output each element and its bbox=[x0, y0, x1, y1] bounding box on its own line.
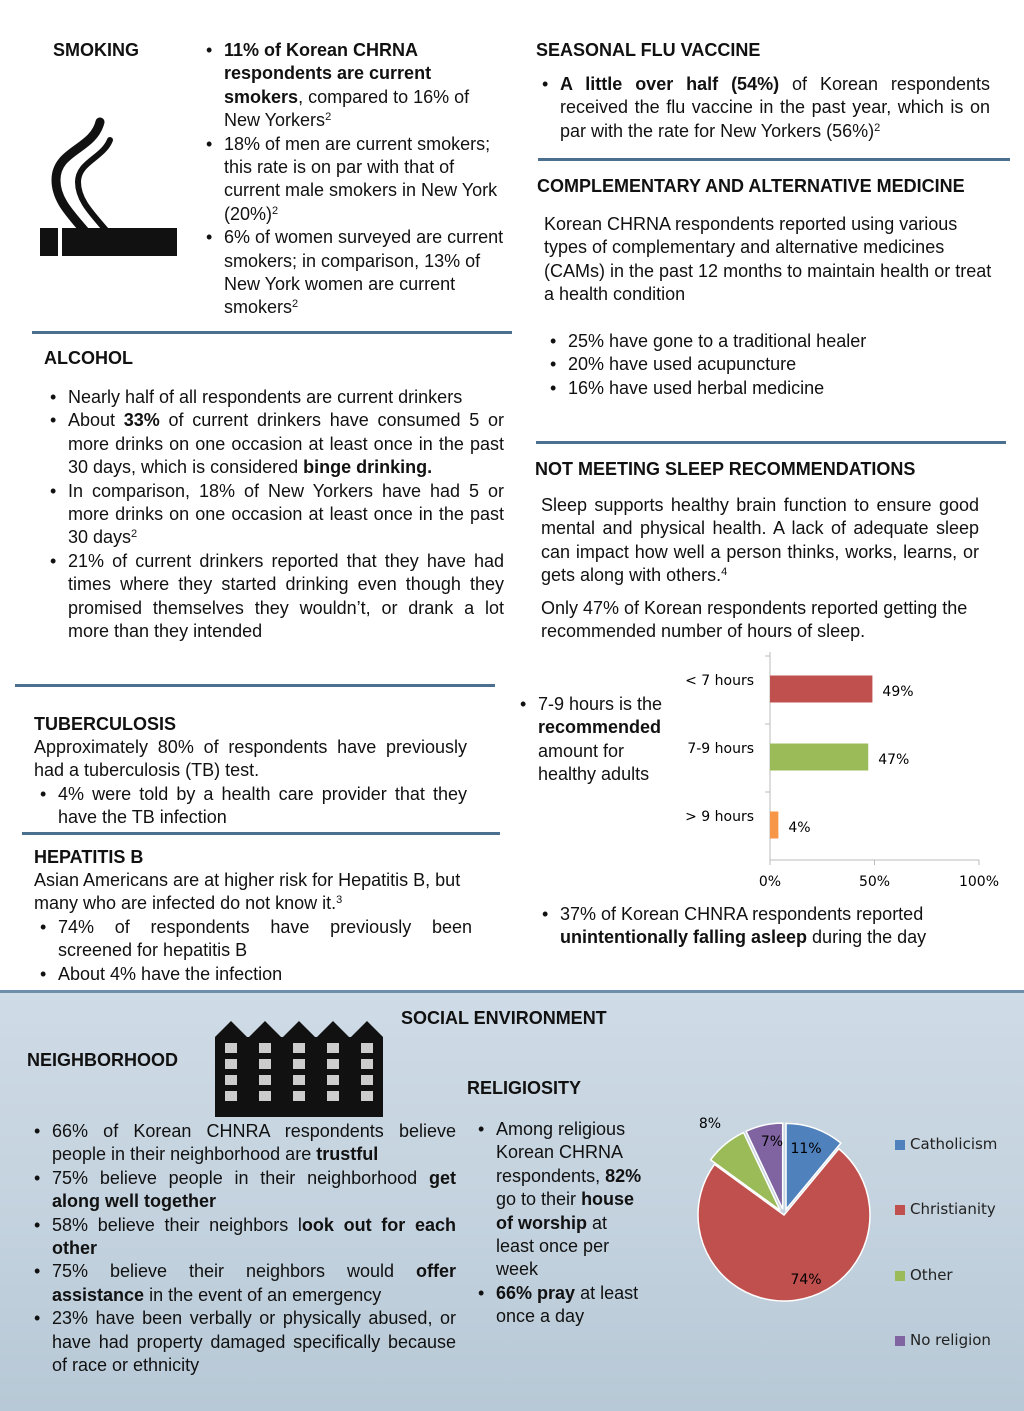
alcohol-item: • 21% of current drinkers reported that they have had times where they started drinking even though they promised themselves they wouldn’t, or drank a lot more than they intended bbox=[44, 550, 504, 644]
sleep-side-item: • 7-9 hours is the recommended amount for healthy adults bbox=[514, 693, 679, 787]
cigarette-icon bbox=[38, 110, 178, 260]
slice-label: 8% bbox=[698, 1116, 722, 1132]
neighborhood-heading: NEIGHBORHOOD bbox=[27, 1050, 179, 1070]
tb-list bbox=[34, 783, 467, 830]
sleep-bar-chart bbox=[676, 652, 1006, 896]
category-label: 7-9 hours bbox=[687, 741, 754, 757]
hepb-item: • About 4% have the infection bbox=[34, 963, 472, 986]
slice-label: 11% bbox=[790, 1141, 822, 1157]
neighborhood-item: • 75% believe their neighbors would offer assistance in the event of an emergency bbox=[28, 1260, 456, 1307]
sleep-paragraph-2: Only 47% of Korean respondents reported getting the recommended number of hours of sleep. bbox=[541, 598, 968, 642]
hepb-list bbox=[34, 916, 472, 986]
value-label: 49% bbox=[882, 684, 914, 700]
pie-slice bbox=[698, 1149, 870, 1301]
legend-label: No religion bbox=[910, 1331, 991, 1350]
smoking-item: • 6% of women surveyed are current smokers; in comparison, 13% of New York women are current smokers$^2$ bbox=[200, 226, 505, 320]
legend-swatch bbox=[895, 1271, 905, 1281]
sleep-bottom-item: • 37% of Korean CHNRA respondents reported unintentionally falling asleep during the day bbox=[536, 903, 956, 950]
divider bbox=[15, 684, 495, 687]
legend-item bbox=[895, 1264, 1020, 1287]
tb-item: • 4% were told by a health care provider that they have the TB infection bbox=[34, 783, 467, 830]
neighborhood-list bbox=[28, 1120, 456, 1377]
x-tick-label: 0% bbox=[758, 874, 782, 890]
smoking-item: • 18% of men are current smokers; this rate is on par with that of current male smokers in New York $(20\%)^2$ bbox=[200, 133, 505, 227]
flu-list bbox=[536, 73, 990, 143]
religiosity-item: • 66% pray at least once a day bbox=[472, 1282, 647, 1329]
divider bbox=[22, 832, 500, 835]
slice-label: 74% bbox=[790, 1272, 822, 1288]
legend-item bbox=[895, 1133, 1020, 1156]
cam-intro: Korean CHRNA respondents reported using various types of complementary and alternative medicines (CAMs) in the past 12 months to maintain health or treat a health condition bbox=[544, 214, 992, 305]
category-label: < 7 hours bbox=[685, 673, 754, 689]
flu-heading: SEASONAL FLU VACCINE bbox=[536, 40, 761, 60]
alcohol-heading: ALCOHOL bbox=[44, 348, 133, 368]
x-tick-label: 100% bbox=[958, 874, 1000, 890]
bar bbox=[770, 744, 868, 771]
social-heading: SOCIAL ENVIRONMENT bbox=[401, 1008, 607, 1028]
alcohol-item: • In comparison, 18% of New Yorkers have had 5 or more drinks on one occasion at least once in the past 30 days$^2$ bbox=[44, 480, 504, 550]
category-label: > 9 hours bbox=[685, 809, 754, 825]
slice-label: 7% bbox=[760, 1134, 784, 1150]
neighborhood-item: • 66% of Korean CHNRA respondents believe people in their neighborhood are trustful bbox=[28, 1120, 456, 1167]
legend-label: Christianity bbox=[910, 1200, 996, 1219]
tb-heading: TUBERCULOSIS bbox=[34, 714, 177, 734]
sleep-heading: NOT MEETING SLEEP RECOMMENDATIONS bbox=[535, 459, 916, 479]
cam-item: • 16% have used herbal medicine bbox=[544, 377, 999, 400]
legend-swatch bbox=[895, 1336, 905, 1346]
sleep-bottom-list bbox=[536, 903, 956, 950]
bar bbox=[770, 676, 872, 703]
legend-item bbox=[895, 1198, 1020, 1221]
neighborhood-item: • 58% believe their neighbors look out for each other bbox=[28, 1214, 456, 1261]
religion-pie-legend bbox=[895, 1133, 1020, 1395]
cam-item: • 25% have gone to a traditional healer bbox=[544, 330, 999, 353]
smoking-heading: SMOKING bbox=[53, 40, 140, 60]
religiosity-item: • Among religious Korean CHRNA respondents, 82% go to their house of worship at least once per week bbox=[472, 1118, 647, 1282]
hepb-heading: HEPATITIS B bbox=[34, 847, 144, 867]
cam-heading: COMPLEMENTARY AND ALTERNATIVE MEDICINE bbox=[537, 176, 965, 196]
smoking-list bbox=[200, 39, 505, 320]
divider bbox=[538, 158, 1010, 161]
value-label: 4% bbox=[788, 820, 811, 836]
alcohol-item: • Nearly half of all respondents are current drinkers bbox=[44, 386, 504, 409]
alcohol-item: • About 33% of current drinkers have consumed 5 or more drinks on one occasion at least once in the past 30 days, which is considered binge drinking. bbox=[44, 409, 504, 479]
divider bbox=[536, 441, 1006, 444]
alcohol-list bbox=[44, 386, 504, 643]
hepb-text: Asian Americans are at higher risk for Hepatitis B, but many who are infected do not know it.$^3$ bbox=[34, 870, 461, 914]
bar bbox=[770, 812, 778, 839]
neighborhood-item: • 75% believe people in their neighborhood get along well together bbox=[28, 1167, 456, 1214]
tb-text: Approximately 80% of respondents have previously had a tuberculosis (TB) test. bbox=[34, 737, 467, 781]
smoking-item: • 11% of Korean CHRNA respondents are current smokers, compared to 16% of New Yorkers$^2$ bbox=[200, 39, 505, 133]
legend-item bbox=[895, 1329, 1020, 1352]
hepb-item: • 74% of respondents have previously been screened for hepatitis B bbox=[34, 916, 472, 963]
flu-item: • A little over half (54%) of Korean respondents received the flu vaccine in the past year, which is on par with the rate for New Yorkers $(56\%)^2$ bbox=[536, 73, 990, 143]
sleep-paragraph: Sleep supports healthy brain function to ensure good mental and physical health. A lack of adequate sleep can impact how well a person thinks, works, learns, or gets along with others.$^4$ bbox=[541, 495, 979, 586]
cam-list bbox=[544, 330, 999, 400]
legend-swatch bbox=[895, 1140, 905, 1150]
religiosity-list bbox=[472, 1118, 647, 1329]
building-icon bbox=[213, 1017, 385, 1117]
social-environment-section bbox=[0, 990, 1024, 1411]
x-tick-label: 50% bbox=[858, 874, 891, 890]
legend-label: Other bbox=[910, 1265, 953, 1284]
religiosity-heading: RELIGIOSITY bbox=[467, 1078, 582, 1098]
divider bbox=[32, 331, 512, 334]
religion-pie-chart bbox=[690, 1113, 890, 1313]
sleep-side-list bbox=[514, 693, 679, 787]
legend-label: Catholicism bbox=[910, 1135, 998, 1153]
cam-item: • 20% have used acupuncture bbox=[544, 353, 999, 376]
neighborhood-item: • 23% have been verbally or physically abused, or have had property damaged specifically because of race or ethnicity bbox=[28, 1307, 456, 1377]
legend-swatch bbox=[895, 1205, 905, 1215]
value-label: 47% bbox=[878, 752, 910, 768]
